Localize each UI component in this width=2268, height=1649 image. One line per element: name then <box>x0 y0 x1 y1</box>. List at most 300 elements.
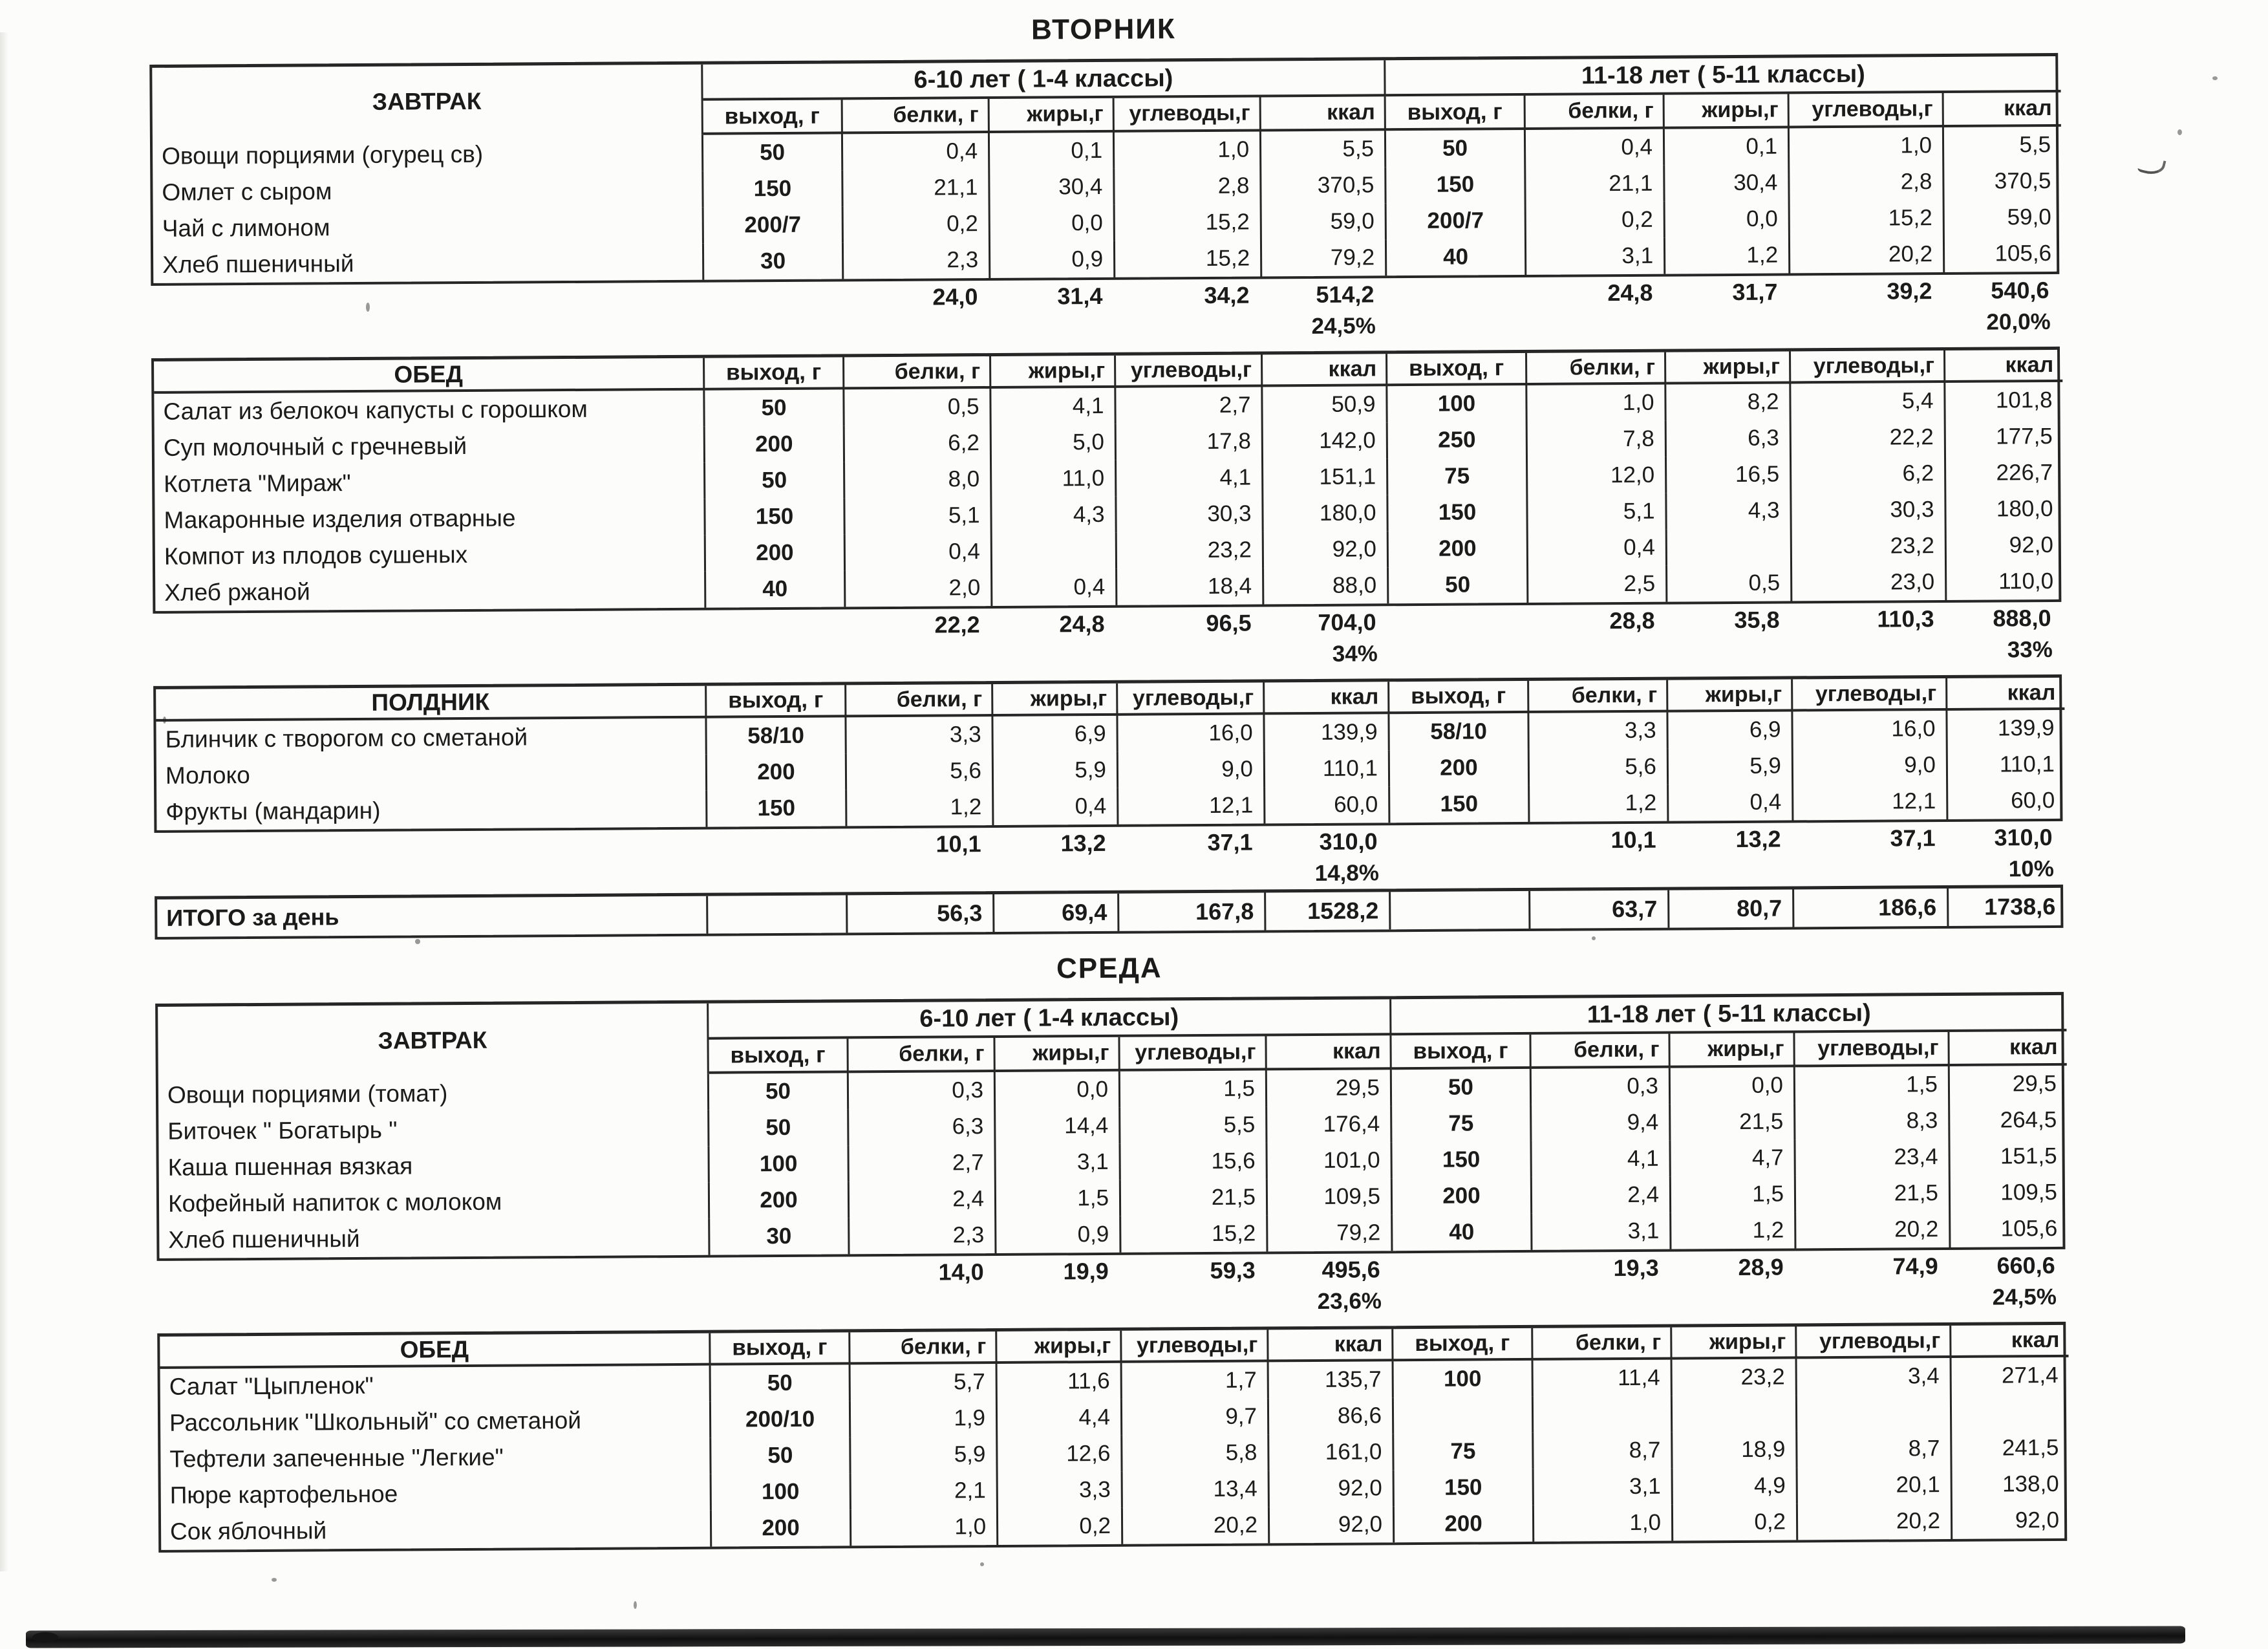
value-cell: 1,0 <box>1790 127 1944 164</box>
percent-value: 14,8% <box>1314 860 1380 886</box>
value-cell: 4,1 <box>1532 1141 1671 1178</box>
spacer <box>1788 307 1943 339</box>
column-header: белки, г <box>1529 680 1668 713</box>
spacer <box>702 314 842 345</box>
spacer <box>1391 1253 1530 1286</box>
spacer <box>708 1289 848 1320</box>
value-cell: 15,2 <box>1115 240 1262 277</box>
day-title: СРЕДА <box>1056 952 1162 985</box>
value-cell: 11,6 <box>998 1363 1122 1400</box>
spacer <box>701 281 841 314</box>
column-header: углеводы,г <box>1120 1036 1267 1071</box>
column-header: выход, г <box>705 357 844 390</box>
value-cell: 105,6 <box>2000 1215 2058 1242</box>
spacer <box>155 830 705 865</box>
value-cell: 0,4 <box>846 534 992 570</box>
totals-value: 39,2 <box>1887 277 1932 305</box>
value-cell: 0,0 <box>1665 200 1790 237</box>
totals-value: 35,8 <box>1734 606 1780 633</box>
column-header: ккал <box>1261 96 1386 131</box>
value-cell: 5,8 <box>1122 1434 1269 1471</box>
value-cell: 21,1 <box>843 169 990 206</box>
value-cell: 12,6 <box>998 1436 1122 1472</box>
output-cell: 75 <box>1388 458 1528 495</box>
value-cell: 79,2 <box>1268 1214 1393 1251</box>
value-cell: 1,0 <box>1534 1505 1673 1542</box>
column-header: белки, г <box>850 1331 997 1364</box>
spacer <box>1665 636 1790 667</box>
value-cell: 6,3 <box>849 1108 996 1145</box>
value-cell: 0,3 <box>849 1072 996 1109</box>
value-cell: 60,0 <box>2011 787 2055 814</box>
column-header: ккал <box>1268 1329 1393 1362</box>
value-cell: 15,2 <box>1121 1215 1268 1252</box>
value-cell: 3,4 <box>1797 1358 1952 1395</box>
output-cell: 150 <box>707 790 847 826</box>
value-cell: 3,3 <box>998 1472 1123 1509</box>
spacer <box>1528 856 1667 888</box>
dish-name: Хлеб пшеничный <box>159 1219 710 1258</box>
value-cell: 0,4 <box>994 788 1118 825</box>
value-cell: 21,1 <box>1526 166 1665 202</box>
value-cell: 5,0 <box>992 424 1117 461</box>
spacer <box>845 860 992 892</box>
section-block <box>149 53 2059 286</box>
value-cell: 23,4 <box>1795 1139 1950 1176</box>
spacer <box>1664 308 1788 339</box>
value-cell: 2,3 <box>844 242 990 279</box>
value-cell: 12,1 <box>1118 787 1265 824</box>
value-cell: 8,0 <box>845 461 992 498</box>
dish-name: Компот из плодов сушеных <box>155 535 706 575</box>
output-cell: 200/7 <box>1387 202 1526 239</box>
value-cell: 0,4 <box>1528 530 1667 566</box>
value-cell: 30,3 <box>1117 495 1263 532</box>
dish-name: Овощи порциями (огурец св) <box>153 135 703 175</box>
output-cell: 150 <box>1388 494 1528 531</box>
value-cell: 9,0 <box>1118 751 1265 788</box>
dish-name: Салат "Цыпленок" <box>160 1366 711 1405</box>
spacer <box>151 315 702 349</box>
output-cell: 200 <box>1395 1505 1534 1542</box>
value-cell: 161,0 <box>1269 1434 1394 1471</box>
value-cell: 0,5 <box>1667 565 1792 601</box>
value-cell: 1,0 <box>1527 385 1666 422</box>
output-cell: 200 <box>706 534 846 571</box>
value-cell: 177,5 <box>1996 423 2053 449</box>
output-cell: 150 <box>1386 166 1526 203</box>
section-header <box>158 995 2062 1077</box>
grand-total-value: 1738,6 <box>1984 892 2056 920</box>
group-header: 6-10 лет ( 1-4 классы) <box>703 60 1385 100</box>
dish-name: Салат из белокоч капусты с горошком <box>154 391 705 430</box>
value-cell: 20,2 <box>1798 1503 1952 1540</box>
value-cell: 4,1 <box>1117 459 1263 496</box>
percent-value: 10% <box>2008 856 2055 882</box>
value-cell: 0,4 <box>1526 129 1665 166</box>
value-cell: 3,1 <box>1532 1213 1671 1250</box>
percent-value: 24,5% <box>1992 1284 2057 1310</box>
value-cell: 0,5 <box>844 389 991 426</box>
column-header: белки, г <box>1527 352 1666 385</box>
value-cell: 18,4 <box>1117 568 1264 605</box>
column-header: жиры,г <box>997 1331 1122 1364</box>
value-cell: 0,0 <box>1671 1067 1795 1104</box>
totals-value: 19,9 <box>1063 1257 1109 1285</box>
dish-name: Чай с лимоном <box>153 208 704 247</box>
totals-value: 10,1 <box>1610 826 1656 854</box>
value-cell: 5,5 <box>2019 131 2051 158</box>
percent-value: 23,6% <box>1317 1288 1382 1314</box>
value-cell: 7,8 <box>1528 421 1667 458</box>
value-cell: 92,0 <box>1270 1506 1395 1543</box>
column-header: жиры,г <box>1666 351 1791 384</box>
value-cell: 4,1 <box>991 388 1116 425</box>
section-label: ЗАВТРАК <box>158 1004 709 1077</box>
totals-value: 28,8 <box>1609 607 1655 634</box>
value-cell: 23,0 <box>1792 564 1947 601</box>
value-cell: 50,9 <box>1263 386 1387 423</box>
value-cell <box>1673 1395 1797 1432</box>
spacer <box>992 859 1117 891</box>
output-cell: 50 <box>1392 1069 1532 1106</box>
column-header: углеводы,г <box>1116 354 1263 387</box>
value-cell: 5,1 <box>1528 493 1667 530</box>
output-cell <box>1394 1397 1534 1434</box>
totals-value: 310,0 <box>1319 828 1378 855</box>
spacer <box>1119 1286 1266 1318</box>
value-cell: 101,8 <box>1995 387 2053 413</box>
output-cell: 200 <box>1389 530 1528 567</box>
percent-value: 34% <box>1332 641 1378 667</box>
value-cell: 2,0 <box>846 570 992 607</box>
totals-value: 37,1 <box>1890 824 1936 852</box>
output-cell: 50 <box>709 1109 849 1146</box>
value-cell: 9,0 <box>1793 747 1948 784</box>
column-header: углеводы,г <box>1797 1326 1951 1359</box>
spacer <box>703 609 843 642</box>
output-cell: 58/10 <box>707 717 846 754</box>
spacer <box>1667 855 1792 887</box>
spacer <box>1113 311 1260 343</box>
column-header: выход, г <box>707 685 846 718</box>
column-header: ккал <box>1267 1035 1391 1070</box>
totals-value: 96,5 <box>1206 609 1252 636</box>
output-cell: 50 <box>705 462 845 499</box>
value-cell: 86,6 <box>1269 1397 1394 1434</box>
dish-name: Рассольник "Школьный" со сметаной <box>160 1402 711 1441</box>
value-cell: 0,4 <box>992 569 1117 606</box>
value-cell: 0,4 <box>843 133 990 170</box>
group-header: 11-18 лет ( 5-11 классы) <box>1391 995 2066 1035</box>
column-header: выход, г <box>1386 96 1526 131</box>
value-cell: 1,5 <box>1671 1176 1796 1212</box>
value-cell: 110,0 <box>1998 568 2054 594</box>
totals-value: 34,2 <box>1204 281 1250 308</box>
column-header: углеводы,г <box>1122 1330 1268 1363</box>
grand-total-value <box>1391 891 1530 929</box>
dish-name: Суп молочный с гречневый <box>155 427 705 466</box>
column-header: выход, г <box>709 1039 848 1073</box>
spacer <box>848 1288 994 1320</box>
value-cell: 1,7 <box>1122 1362 1269 1399</box>
value-cell: 92,0 <box>2015 1507 2060 1533</box>
dish-name: Тефтели запеченные "Легкие" <box>160 1438 711 1478</box>
value-cell: 5,5 <box>1261 131 1386 167</box>
value-cell: 109,5 <box>2000 1179 2058 1205</box>
column-header: выход, г <box>711 1332 850 1365</box>
section-header <box>152 56 2056 138</box>
value-cell: 2,5 <box>1528 566 1667 603</box>
column-header: ккал <box>1951 1325 2068 1358</box>
value-cell: 5,9 <box>1669 748 1793 784</box>
spacer <box>151 283 701 318</box>
spacer <box>1384 277 1524 310</box>
spacer <box>844 641 990 673</box>
value-cell: 30,3 <box>1792 491 1946 528</box>
group-header: 6-10 лет ( 1-4 классы) <box>709 999 1391 1039</box>
grand-total-value: 69,4 <box>994 894 1119 932</box>
value-cell: 6,2 <box>1792 455 1946 492</box>
value-cell <box>1667 528 1792 565</box>
spacer <box>1385 310 1524 341</box>
value-cell: 2,4 <box>1532 1177 1671 1214</box>
totals-value: 660,6 <box>1996 1251 2055 1279</box>
spacer <box>705 828 844 861</box>
section-label: ОБЕД <box>160 1333 711 1369</box>
value-cell: 3,1 <box>1534 1469 1673 1505</box>
value-cell <box>1534 1396 1673 1433</box>
output-cell: 75 <box>1394 1433 1534 1470</box>
totals-value: 31,4 <box>1057 282 1103 310</box>
value-cell <box>992 533 1117 570</box>
value-cell: 20,1 <box>1798 1467 1952 1503</box>
value-cell: 1,9 <box>851 1400 998 1437</box>
dish-name: Хлеб ржаной <box>155 572 706 611</box>
dish-name: Котлета "Мираж" <box>155 463 705 502</box>
value-cell: 0,1 <box>1665 128 1790 165</box>
spacer <box>1669 1283 1794 1315</box>
totals-value: 10,1 <box>936 830 981 857</box>
value-cell: 15,6 <box>1120 1143 1267 1180</box>
value-cell <box>1952 1394 2069 1430</box>
spacer <box>1530 1284 1669 1316</box>
value-cell: 5,7 <box>851 1364 998 1401</box>
value-cell: 139,9 <box>1265 714 1389 751</box>
output-cell: 200 <box>710 1181 850 1218</box>
value-cell: 92,0 <box>1270 1470 1395 1507</box>
value-cell: 14,4 <box>996 1108 1120 1145</box>
group-header: 11-18 лет ( 5-11 классы) <box>1385 56 2060 96</box>
value-cell: 13,4 <box>1123 1471 1270 1507</box>
value-cell: 0,0 <box>996 1072 1120 1108</box>
value-cell: 1,0 <box>1115 131 1261 168</box>
value-cell: 30,4 <box>1665 164 1790 201</box>
dish-name: Сок яблочный <box>161 1511 712 1550</box>
section-label: ПОЛДНИК <box>156 686 707 722</box>
totals-value: 110,3 <box>1877 605 1934 632</box>
grand-total-value: 186,6 <box>1794 889 1949 927</box>
value-cell: 60,0 <box>1265 786 1390 823</box>
column-header: жиры,г <box>995 1037 1120 1072</box>
grand-total-value <box>708 895 848 933</box>
totals-value: 24,8 <box>1607 279 1653 307</box>
column-header: ккал <box>1949 1031 2066 1066</box>
column-header: углеводы,г <box>1115 97 1261 132</box>
value-cell: 180,0 <box>1263 495 1388 532</box>
output-cell: 200 <box>705 426 845 462</box>
spacer <box>1387 824 1527 857</box>
value-cell: 2,4 <box>850 1181 996 1218</box>
spacer <box>157 1290 708 1324</box>
value-cell: 21,5 <box>1121 1179 1268 1216</box>
totals-value: 37,1 <box>1207 828 1253 856</box>
value-cell: 2,7 <box>1116 387 1263 424</box>
section-block <box>157 1322 2067 1553</box>
value-cell: 5,4 <box>1791 383 1945 420</box>
column-header: углеводы,г <box>1790 93 1944 128</box>
value-cell: 16,0 <box>1793 711 1947 748</box>
output-cell: 58/10 <box>1389 713 1529 750</box>
output-cell: 40 <box>706 570 846 607</box>
value-cell: 1,5 <box>1795 1066 1950 1103</box>
value-cell: 180,0 <box>1996 495 2053 522</box>
totals-value: 14,0 <box>938 1258 984 1286</box>
totals-value: 31,7 <box>1732 278 1778 306</box>
column-header: жиры,г <box>1670 1033 1795 1068</box>
spacer <box>1117 858 1263 890</box>
value-cell: 241,5 <box>2002 1434 2059 1461</box>
value-cell: 8,2 <box>1666 383 1791 420</box>
value-cell: 12,1 <box>1793 783 1948 820</box>
value-cell: 22,2 <box>1792 419 1946 456</box>
spacer <box>153 610 703 646</box>
value-cell: 1,5 <box>996 1180 1121 1217</box>
grand-total-value: 1528,2 <box>1266 892 1391 930</box>
value-cell: 4,3 <box>992 497 1117 534</box>
column-header: жиры,г <box>991 356 1116 389</box>
spacer <box>1387 638 1526 669</box>
spacer <box>990 640 1115 672</box>
output-cell: 150 <box>1392 1141 1532 1178</box>
value-cell: 12,0 <box>1528 457 1667 494</box>
spacer <box>704 641 844 673</box>
value-cell: 8,3 <box>1795 1103 1950 1139</box>
percent-value: 33% <box>2007 636 2053 663</box>
value-cell: 0,4 <box>1669 784 1793 821</box>
value-cell: 2,3 <box>850 1217 996 1254</box>
value-cell: 5,6 <box>1530 749 1669 786</box>
value-cell: 92,0 <box>2009 532 2053 558</box>
output-cell: 40 <box>1393 1214 1532 1251</box>
value-cell: 21,5 <box>1671 1103 1795 1140</box>
dish-name: Блинчик с творогом со сметаной <box>156 718 707 758</box>
totals-value: 13,2 <box>1735 825 1781 852</box>
value-cell: 0,9 <box>990 241 1115 278</box>
section-block <box>155 992 2065 1261</box>
value-cell: 11,0 <box>992 460 1117 497</box>
percent-value: 24,5% <box>1311 313 1376 339</box>
output-cell: 100 <box>712 1473 851 1510</box>
totals-value: 495,6 <box>1321 1256 1380 1283</box>
column-header: выход, г <box>1387 353 1527 386</box>
value-cell: 17,8 <box>1117 423 1263 460</box>
value-cell: 1,5 <box>1120 1070 1267 1107</box>
value-cell: 4,4 <box>998 1399 1122 1436</box>
day-table <box>155 948 2068 1553</box>
value-cell: 21,5 <box>1796 1175 1951 1212</box>
dish-name: Фрукты (мандарин) <box>156 791 707 830</box>
totals-value: 24,8 <box>1059 610 1105 638</box>
value-cell: 3,1 <box>1526 238 1665 275</box>
section-label: ЗАВТРАК <box>152 65 703 138</box>
value-cell: 20,2 <box>1123 1507 1270 1544</box>
value-cell: 105,6 <box>1995 240 2052 266</box>
column-header: углеводы,г <box>1791 350 1945 383</box>
dish-name: Макаронные изделия отварные <box>155 499 705 539</box>
dish-name: Биточек " Богатырь " <box>158 1110 709 1150</box>
value-cell: 15,2 <box>1115 204 1262 241</box>
totals-value: 59,3 <box>1210 1256 1256 1284</box>
value-cell: 1,0 <box>851 1509 998 1546</box>
spacer <box>155 862 705 896</box>
value-cell: 23,2 <box>1673 1359 1797 1396</box>
value-cell: 6,3 <box>1667 420 1792 457</box>
column-header: жиры,г <box>993 684 1118 717</box>
dish-name: Омлет с сыром <box>153 171 703 211</box>
spacer <box>994 1288 1119 1319</box>
value-cell: 271,4 <box>2001 1362 2059 1388</box>
value-cell: 3,3 <box>1529 713 1668 749</box>
totals-value: 888,0 <box>1993 605 2051 632</box>
value-cell: 370,5 <box>1994 167 2051 194</box>
value-cell: 110,1 <box>1999 751 2055 777</box>
grand-total-value: 80,7 <box>1669 889 1794 927</box>
spacer <box>1386 605 1526 638</box>
value-cell: 9,7 <box>1122 1398 1269 1435</box>
value-cell: 6,2 <box>845 425 992 462</box>
value-cell: 370,5 <box>1261 167 1386 204</box>
value-cell: 1,2 <box>1671 1212 1796 1249</box>
value-cell: 6,9 <box>993 716 1118 753</box>
dish-name: Хлеб пшеничный <box>153 244 704 283</box>
value-cell: 5,6 <box>847 753 994 790</box>
spacer <box>842 313 989 345</box>
grand-total-row <box>157 888 2060 937</box>
spacer <box>1524 309 1664 341</box>
value-cell: 5,9 <box>851 1436 998 1473</box>
totals-value: 310,0 <box>1994 823 2053 851</box>
value-cell: 0,2 <box>998 1508 1123 1545</box>
value-cell: 59,0 <box>2007 204 2051 230</box>
output-cell: 50 <box>1389 566 1528 603</box>
dish-name: Пюре картофельное <box>161 1474 712 1514</box>
totals-value: 540,6 <box>1991 277 2049 304</box>
column-header: белки, г <box>846 684 993 717</box>
column-header: углеводы,г <box>1118 682 1265 715</box>
output-cell: 50 <box>709 1073 849 1110</box>
section-label: ОБЕД <box>154 358 705 394</box>
column-header: выход, г <box>703 100 843 135</box>
value-cell: 29,5 <box>1267 1070 1392 1106</box>
value-cell: 5,5 <box>1120 1106 1267 1143</box>
value-cell: 0,0 <box>990 205 1115 242</box>
totals-value: 28,9 <box>1738 1253 1784 1280</box>
value-cell: 4,9 <box>1673 1467 1798 1504</box>
value-cell: 16,0 <box>1118 715 1265 751</box>
value-cell: 20,2 <box>1796 1211 1951 1248</box>
value-cell: 29,5 <box>2012 1070 2057 1097</box>
